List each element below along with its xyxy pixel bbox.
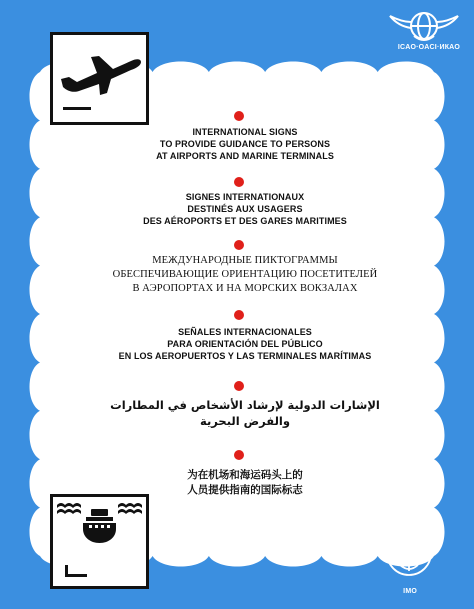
bullet-english	[234, 111, 244, 121]
section-english	[110, 126, 380, 162]
imo-logo-text: IMO	[403, 588, 417, 595]
section-chinese	[110, 468, 380, 498]
bullet-arabic	[234, 381, 244, 391]
bullet-spanish	[234, 310, 244, 320]
text-line: SEÑALES INTERNACIONALES	[178, 327, 312, 337]
section-russian	[110, 254, 380, 296]
text-line: INTERNATIONAL SIGNS	[192, 127, 298, 137]
text-line: الإشارات الدولية لإرشاد الأشخاص في المطارات	[110, 398, 380, 412]
text-line: AT AIRPORTS AND MARINE TERMINALS	[156, 151, 334, 161]
text-line: ОБЕСПЕЧИВАЮЩИЕ ОРИЕНТАЦИЮ ПОСЕТИТЕЛЕЙ	[112, 269, 378, 280]
ship-harbour-sign	[50, 494, 149, 589]
icao-logo-text: ICAO·OACI·ИКАО	[397, 44, 460, 51]
text-line: 人员提供指南的国际标志	[187, 484, 303, 496]
imo-logo	[382, 525, 436, 595]
airplane-departure-icon	[53, 35, 146, 122]
text-line: EN LOS AEROPUERTOS Y LAS TERMINALES MARÍTIMAS	[118, 351, 372, 361]
text-line: TO PROVIDE GUIDANCE TO PERSONS	[159, 139, 331, 149]
text-line: PARA ORIENTACIÓN DEL PÚBLICO	[167, 339, 323, 349]
text-line: DESTINÉS AUX USAGERS	[187, 204, 303, 214]
text-line: 为在机场和海运码头上的	[187, 469, 303, 481]
text-line: DES AÉROPORTS ET DES GARES MARITIMES	[143, 216, 347, 226]
section-arabic	[110, 397, 380, 429]
section-french	[110, 191, 380, 227]
bullet-french	[234, 177, 244, 187]
text-line: В АЭРОПОРТАХ И НА МОРСКИХ ВОКЗАЛАХ	[132, 283, 358, 294]
text-line: МЕЖДУНАРОДНЫЕ ПИКТОГРАММЫ	[152, 255, 338, 266]
bullet-russian	[234, 240, 244, 250]
text-line: والفرض البحرية	[199, 414, 290, 428]
bullet-chinese	[234, 450, 244, 460]
imo-emblem-icon	[382, 525, 436, 595]
airplane-departure-sign	[50, 32, 149, 125]
section-spanish	[110, 326, 380, 362]
text-line: SIGNES INTERNATIONAUX	[185, 192, 305, 202]
ship-harbour-icon	[53, 497, 146, 586]
